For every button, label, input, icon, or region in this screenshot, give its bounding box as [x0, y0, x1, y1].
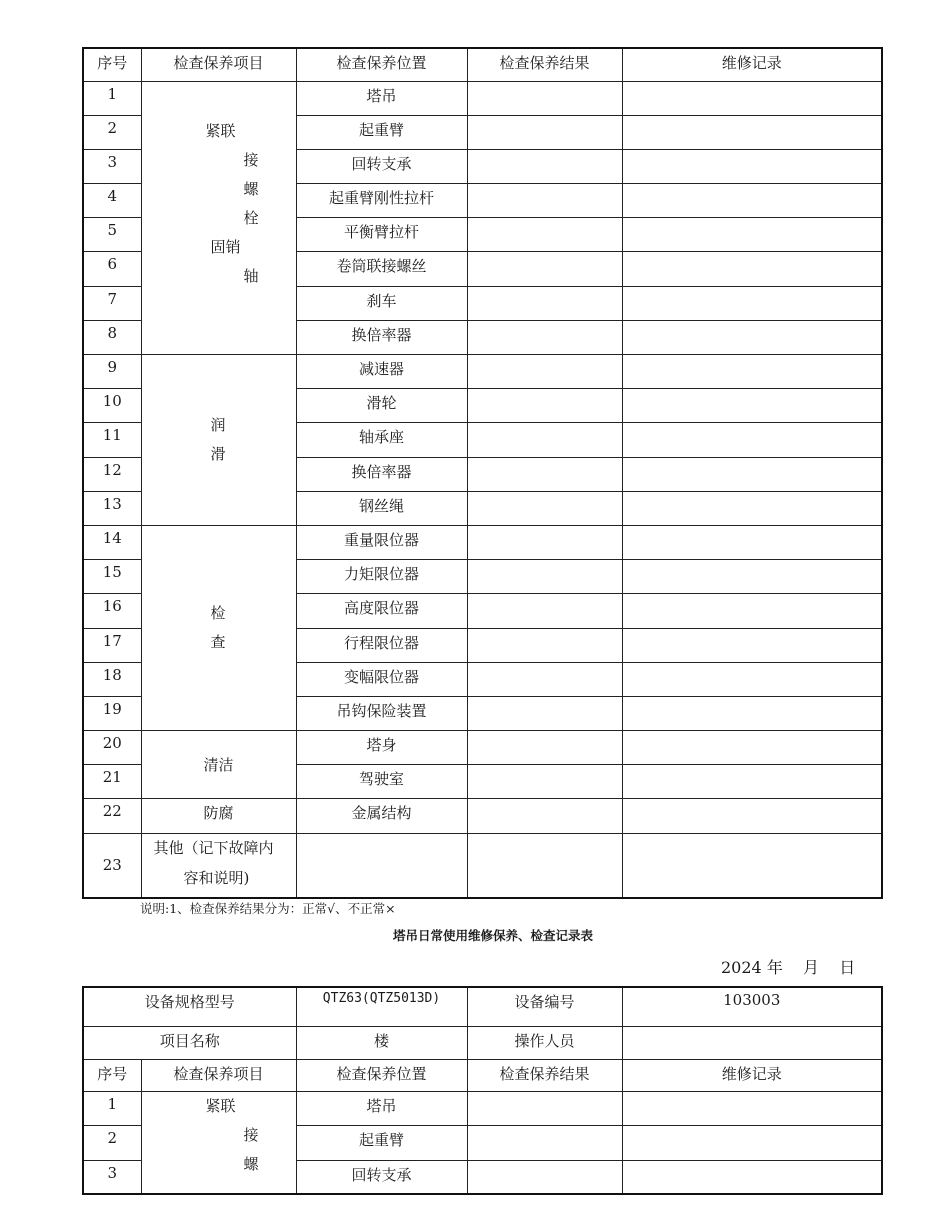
- check-position: 变幅限位器: [296, 662, 467, 696]
- result-cell[interactable]: [467, 833, 622, 898]
- header-index: 序号: [83, 48, 141, 81]
- category-line: 检: [210, 604, 226, 622]
- result-cell[interactable]: [467, 628, 622, 662]
- table-header-row: [83, 1059, 882, 1091]
- row-index: 10: [83, 389, 141, 423]
- repair-record-cell[interactable]: [622, 765, 882, 799]
- repair-record-cell[interactable]: [622, 731, 882, 765]
- category-line: 接: [243, 150, 259, 169]
- result-cell[interactable]: [467, 115, 622, 149]
- repair-record-cell[interactable]: [622, 252, 882, 286]
- check-position: 轴承座: [296, 423, 467, 457]
- row-index: 15: [83, 560, 141, 594]
- table-header-row: [83, 48, 882, 81]
- category-clean: 清洁: [141, 731, 296, 799]
- check-position: 驾驶室: [296, 765, 467, 799]
- date-day-unit: 日: [839, 958, 856, 977]
- table-row: [83, 355, 882, 389]
- category-line: 固销: [210, 237, 241, 256]
- repair-record-cell[interactable]: [622, 1160, 882, 1194]
- header-record: 维修记录: [622, 48, 882, 81]
- category-fasten: [141, 1091, 296, 1194]
- row-index: 2: [83, 115, 141, 149]
- row-index: 12: [83, 457, 141, 491]
- result-cell[interactable]: [467, 799, 622, 833]
- category-line: 查: [210, 633, 226, 651]
- result-cell[interactable]: [467, 355, 622, 389]
- equip-no-label: 设备编号: [467, 987, 622, 1026]
- result-cell[interactable]: [467, 184, 622, 218]
- repair-record-cell[interactable]: [622, 286, 882, 320]
- repair-record-cell[interactable]: [622, 696, 882, 730]
- project-value: 楼: [296, 1026, 467, 1059]
- result-cell[interactable]: [467, 252, 622, 286]
- row-index: 7: [83, 286, 141, 320]
- repair-record-cell[interactable]: [622, 389, 882, 423]
- header-result: 检查保养结果: [467, 1059, 622, 1091]
- row-index: 21: [83, 765, 141, 799]
- spec-label: 设备规格型号: [83, 987, 296, 1026]
- row-index: 14: [83, 525, 141, 559]
- repair-record-cell[interactable]: [622, 833, 882, 898]
- repair-record-cell[interactable]: [622, 81, 882, 115]
- check-position: 平衡臂拉杆: [296, 218, 467, 252]
- check-position: 高度限位器: [296, 594, 467, 628]
- form-date: [721, 955, 855, 978]
- date-month-unit: 月: [803, 958, 820, 977]
- check-position: 起重臂刚性拉杆: [296, 184, 467, 218]
- row-index: 5: [83, 218, 141, 252]
- check-position: 换倍率器: [296, 457, 467, 491]
- header-record: 维修记录: [622, 1059, 882, 1091]
- check-position: 力矩限位器: [296, 560, 467, 594]
- category-line: 其他（记下故障内: [153, 838, 274, 857]
- maintenance-table-2: [82, 986, 883, 1195]
- repair-record-cell[interactable]: [622, 1126, 882, 1161]
- row-index: 1: [83, 1091, 141, 1126]
- row-index: 9: [83, 355, 141, 389]
- row-index: 18: [83, 662, 141, 696]
- check-position: 换倍率器: [296, 320, 467, 354]
- result-cell[interactable]: [467, 560, 622, 594]
- row-index: 1: [83, 81, 141, 115]
- table-row: [83, 81, 882, 115]
- category-inspect: [141, 525, 296, 730]
- check-position: 卷筒联接螺丝: [296, 252, 467, 286]
- equip-no-value: 103003: [622, 987, 882, 1026]
- result-cell[interactable]: [467, 1160, 622, 1194]
- repair-record-cell[interactable]: [622, 355, 882, 389]
- check-position: 重量限位器: [296, 525, 467, 559]
- result-cell[interactable]: [467, 149, 622, 183]
- result-cell[interactable]: [467, 731, 622, 765]
- spec-value: QTZ63(QTZ5013D): [296, 987, 467, 1026]
- operator-value[interactable]: [622, 1026, 882, 1059]
- check-position: 减速器: [296, 355, 467, 389]
- table-row: [83, 525, 882, 559]
- repair-record-cell[interactable]: [622, 560, 882, 594]
- form-title: 塔吊日常使用维修保养、检查记录表: [392, 928, 593, 943]
- result-cell[interactable]: [467, 525, 622, 559]
- check-position: 钢丝绳: [296, 491, 467, 525]
- check-position: 刹车: [296, 286, 467, 320]
- check-position: 塔身: [296, 731, 467, 765]
- result-cell[interactable]: [467, 662, 622, 696]
- check-position: 滑轮: [296, 389, 467, 423]
- check-position: 吊钩保险装置: [296, 696, 467, 730]
- header-position: 检查保养位置: [296, 1059, 467, 1091]
- header-item: 检查保养项目: [141, 1059, 296, 1091]
- row-index: 16: [83, 594, 141, 628]
- category-anticorrosion: 防腐: [141, 799, 296, 833]
- row-index: 13: [83, 491, 141, 525]
- category-fasten: [141, 81, 296, 355]
- row-index: 8: [83, 320, 141, 354]
- operator-label: 操作人员: [467, 1026, 622, 1059]
- result-cell[interactable]: [467, 1091, 622, 1126]
- row-index: 6: [83, 252, 141, 286]
- result-cell[interactable]: [467, 218, 622, 252]
- category-line: 螺: [243, 1154, 259, 1173]
- check-position: 起重臂: [296, 115, 467, 149]
- table-row: [83, 833, 882, 898]
- check-position: 回转支承: [296, 1160, 467, 1194]
- category-line: 容和说明): [183, 868, 250, 887]
- maintenance-table: [82, 47, 883, 899]
- repair-record-cell[interactable]: [622, 525, 882, 559]
- repair-record-cell[interactable]: [622, 457, 882, 491]
- table-row: [83, 799, 882, 833]
- check-position: 起重臂: [296, 1126, 467, 1161]
- repair-record-cell[interactable]: [622, 491, 882, 525]
- date-year-unit: 年: [766, 958, 783, 977]
- result-cell[interactable]: [467, 423, 622, 457]
- row-index: 23: [83, 833, 141, 898]
- result-cell[interactable]: [467, 1126, 622, 1161]
- repair-record-cell[interactable]: [622, 423, 882, 457]
- result-cell[interactable]: [467, 491, 622, 525]
- result-cell[interactable]: [467, 765, 622, 799]
- header-result: 检查保养结果: [467, 48, 622, 81]
- repair-record-cell[interactable]: [622, 218, 882, 252]
- category-line: 紧联: [205, 121, 236, 140]
- row-index: 4: [83, 184, 141, 218]
- result-cell[interactable]: [467, 286, 622, 320]
- result-cell[interactable]: [467, 389, 622, 423]
- info-row-project: [83, 1026, 882, 1059]
- repair-record-cell[interactable]: [622, 1091, 882, 1126]
- result-cell[interactable]: [467, 696, 622, 730]
- row-index: 17: [83, 628, 141, 662]
- repair-record-cell[interactable]: [622, 799, 882, 833]
- row-index: 3: [83, 149, 141, 183]
- check-position: [296, 833, 467, 898]
- check-position: 金属结构: [296, 799, 467, 833]
- repair-record-cell[interactable]: [622, 184, 882, 218]
- project-label: 项目名称: [83, 1026, 296, 1059]
- table-row: [83, 1091, 882, 1126]
- row-index: 20: [83, 731, 141, 765]
- repair-record-cell[interactable]: [622, 320, 882, 354]
- category-other: [141, 833, 296, 898]
- repair-record-cell[interactable]: [622, 662, 882, 696]
- category-line: 栓: [243, 208, 259, 227]
- header-item: 检查保养项目: [141, 48, 296, 81]
- row-index: 3: [83, 1160, 141, 1194]
- check-position: 塔吊: [296, 81, 467, 115]
- row-index: 2: [83, 1126, 141, 1161]
- category-lubricate: [141, 355, 296, 526]
- repair-record-cell[interactable]: [622, 115, 882, 149]
- check-position: 回转支承: [296, 149, 467, 183]
- repair-record-cell[interactable]: [622, 594, 882, 628]
- category-line: 润: [210, 415, 226, 434]
- category-line: 滑: [210, 444, 226, 463]
- repair-record-cell[interactable]: [622, 149, 882, 183]
- header-position: 检查保养位置: [296, 48, 467, 81]
- date-year: 2024: [721, 958, 762, 977]
- check-position: 塔吊: [296, 1091, 467, 1126]
- result-cell[interactable]: [467, 457, 622, 491]
- category-line: 紧联: [205, 1096, 236, 1115]
- info-row-spec: [83, 987, 882, 1026]
- check-position: 行程限位器: [296, 628, 467, 662]
- row-index: 11: [83, 423, 141, 457]
- category-line: 螺: [243, 179, 259, 198]
- result-cell[interactable]: [467, 81, 622, 115]
- category-line: 轴: [243, 266, 259, 285]
- repair-record-cell[interactable]: [622, 628, 882, 662]
- table-row: [83, 731, 882, 765]
- result-cell[interactable]: [467, 594, 622, 628]
- header-index: 序号: [83, 1059, 141, 1091]
- row-index: 22: [83, 799, 141, 833]
- row-index: 19: [83, 696, 141, 730]
- category-line: 接: [243, 1125, 259, 1144]
- result-legend-note: 说明:1、检查保养结果分为：正常√、不正常×: [140, 901, 396, 916]
- result-cell[interactable]: [467, 320, 622, 354]
